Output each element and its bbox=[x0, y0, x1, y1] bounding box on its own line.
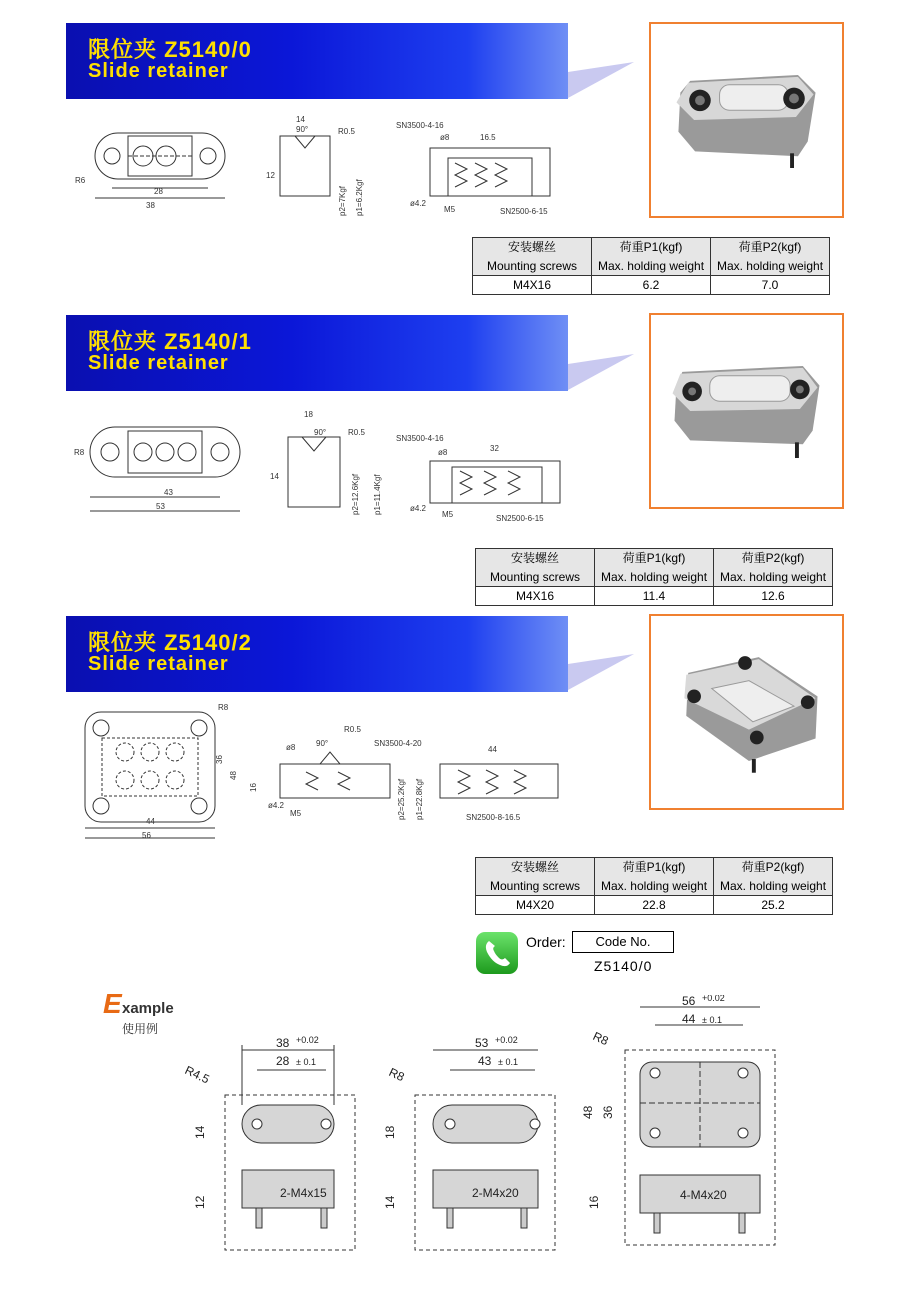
dim-label: R8 bbox=[386, 1065, 407, 1085]
header-cell: Max. holding weight bbox=[592, 257, 711, 276]
dim-label: 32 bbox=[490, 444, 499, 453]
product-photo bbox=[649, 614, 844, 810]
dim-label: M5 bbox=[442, 510, 454, 519]
dim-label: 2-M4x15 bbox=[280, 1186, 327, 1200]
dim-label: 18 bbox=[383, 1125, 397, 1139]
dim-label: ± 0.1 bbox=[702, 1015, 722, 1025]
dim-label: ø8 bbox=[440, 133, 450, 142]
dim-label: 90° bbox=[296, 125, 309, 134]
dim-label: p2=7Kgf bbox=[338, 185, 347, 216]
dim-label: R8 bbox=[590, 1029, 611, 1049]
dim-label: +0.02 bbox=[495, 1035, 518, 1045]
dim-label: ø8 bbox=[286, 743, 296, 752]
spec-table bbox=[475, 548, 833, 606]
technical-drawing bbox=[70, 405, 590, 535]
dim-label: 16.5 bbox=[480, 133, 496, 142]
header-cell: 安装螺丝 bbox=[473, 238, 592, 257]
dim-label: SN3500-4-16 bbox=[396, 121, 444, 130]
header-cell: Max. holding weight bbox=[595, 877, 714, 896]
dim-label: 14 bbox=[296, 115, 305, 124]
dim-label: 90° bbox=[316, 739, 329, 748]
dim-label: 28 bbox=[154, 187, 163, 196]
dim-label: 56 bbox=[682, 995, 696, 1008]
dim-label: 36 bbox=[601, 1105, 615, 1119]
dim-label: 90° bbox=[314, 428, 327, 437]
dim-label: 56 bbox=[142, 831, 151, 840]
dim-label: SN2500-8-16.5 bbox=[466, 813, 521, 822]
value-cell: 22.8 bbox=[595, 896, 714, 915]
header-cell: Mounting screws bbox=[473, 257, 592, 276]
dim-label: M5 bbox=[444, 205, 456, 214]
dim-label: SN3500-4-16 bbox=[396, 434, 444, 443]
header-cell: Mounting screws bbox=[476, 877, 595, 896]
value-cell: M4X16 bbox=[473, 276, 592, 295]
value-cell: 11.4 bbox=[595, 587, 714, 606]
dim-label: SN2500-6-15 bbox=[500, 207, 548, 216]
header-cell: 安装螺丝 bbox=[476, 858, 595, 877]
dim-label: +0.02 bbox=[702, 995, 725, 1003]
section-title-en: Slide retainer bbox=[88, 653, 229, 675]
dim-label: 4-M4x20 bbox=[680, 1188, 727, 1202]
phone-icon bbox=[476, 932, 518, 974]
dim-label: ø4.2 bbox=[410, 199, 427, 208]
header-cell: Max. holding weight bbox=[714, 568, 833, 587]
dim-label: R8 bbox=[218, 703, 229, 712]
example-drawing bbox=[180, 995, 800, 1255]
header-cell: Mounting screws bbox=[476, 568, 595, 587]
dim-label: 2-M4x20 bbox=[472, 1186, 519, 1200]
section-title-en: Slide retainer bbox=[88, 60, 229, 82]
dim-label: 53 bbox=[475, 1036, 489, 1050]
dim-label: 36 bbox=[215, 755, 224, 764]
dim-label: ø8 bbox=[438, 448, 448, 457]
dim-label: 48 bbox=[229, 771, 238, 780]
dim-label: R0.5 bbox=[344, 725, 361, 734]
header-cell: 荷重P2(kgf) bbox=[714, 858, 833, 877]
dim-label: 38 bbox=[276, 1036, 290, 1050]
dim-label: 43 bbox=[478, 1054, 492, 1068]
value-cell: M4X16 bbox=[476, 587, 595, 606]
dim-label: ± 0.1 bbox=[498, 1057, 518, 1067]
section-banner bbox=[66, 23, 568, 99]
dim-label: p2=25.2Kgf bbox=[397, 778, 406, 820]
dim-label: R8 bbox=[74, 448, 85, 457]
value-cell: M4X20 bbox=[476, 896, 595, 915]
dim-label: 14 bbox=[193, 1125, 207, 1139]
banner-wedge bbox=[568, 652, 638, 692]
section-title-cn: 限位夹 Z5140/0 bbox=[88, 37, 252, 62]
dim-label: 14 bbox=[383, 1195, 397, 1209]
dim-label: +0.02 bbox=[296, 1035, 319, 1045]
value-cell: 7.0 bbox=[711, 276, 830, 295]
product-photo bbox=[649, 22, 844, 218]
header-cell: Max. holding weight bbox=[714, 877, 833, 896]
dim-label: 53 bbox=[156, 502, 165, 511]
section-title-en: Slide retainer bbox=[88, 352, 229, 374]
dim-label: p1=22.8Kgf bbox=[415, 778, 424, 820]
product-photo bbox=[649, 313, 844, 509]
dim-label: 14 bbox=[270, 472, 279, 481]
dim-label: p2=12.6Kgf bbox=[351, 473, 360, 515]
dim-label: ø4.2 bbox=[410, 504, 427, 513]
dim-label: 38 bbox=[146, 201, 155, 210]
header-cell: 荷重P2(kgf) bbox=[711, 238, 830, 257]
dim-label: R4.5 bbox=[182, 1063, 212, 1087]
dim-label: 48 bbox=[581, 1105, 595, 1119]
section-banner bbox=[66, 616, 568, 692]
header-cell: Max. holding weight bbox=[711, 257, 830, 276]
header-cell: 荷重P1(kgf) bbox=[595, 858, 714, 877]
dim-label: SN2500-6-15 bbox=[496, 514, 544, 523]
section-banner bbox=[66, 315, 568, 391]
dim-label: 16 bbox=[249, 783, 258, 792]
header-cell: 安装螺丝 bbox=[476, 549, 595, 568]
code-value: Z5140/0 bbox=[594, 958, 653, 974]
order-block bbox=[476, 930, 776, 980]
order-label: Order: bbox=[526, 934, 566, 950]
dim-label: p1=11.4Kgf bbox=[373, 474, 382, 515]
value-cell: 6.2 bbox=[592, 276, 711, 295]
spec-table bbox=[475, 857, 833, 915]
dim-label: 28 bbox=[276, 1054, 290, 1068]
section-title-cn: 限位夹 Z5140/1 bbox=[88, 329, 252, 354]
header-cell: 荷重P1(kgf) bbox=[595, 549, 714, 568]
dim-label: M5 bbox=[290, 809, 302, 818]
dim-label: SN3500-4-20 bbox=[374, 739, 422, 748]
dim-label: 16 bbox=[587, 1195, 601, 1209]
dim-label: R0.5 bbox=[348, 428, 365, 437]
example-subtitle: 使用例 bbox=[122, 1022, 159, 1036]
example-title: xample bbox=[122, 1000, 174, 1017]
spec-table bbox=[472, 237, 830, 295]
banner-wedge bbox=[568, 60, 638, 100]
dim-label: ± 0.1 bbox=[296, 1057, 316, 1067]
section-title-cn: 限位夹 Z5140/2 bbox=[88, 630, 252, 655]
dim-label: p1=6.2Kgf bbox=[355, 179, 364, 216]
code-no-label: Code No. bbox=[572, 931, 674, 953]
value-cell: 25.2 bbox=[714, 896, 833, 915]
dim-label: 44 bbox=[682, 1012, 696, 1026]
value-cell: 12.6 bbox=[714, 587, 833, 606]
dim-label: R6 bbox=[75, 176, 86, 185]
dim-label: 18 bbox=[304, 410, 313, 419]
dim-label: 12 bbox=[266, 171, 275, 180]
header-cell: Max. holding weight bbox=[595, 568, 714, 587]
banner-wedge bbox=[568, 352, 638, 392]
example-initial: E bbox=[103, 988, 122, 1019]
technical-drawing bbox=[70, 700, 590, 850]
dim-label: R0.5 bbox=[338, 127, 355, 136]
dim-label: 43 bbox=[164, 488, 173, 497]
header-cell: 荷重P2(kgf) bbox=[714, 549, 833, 568]
dim-label: 44 bbox=[146, 817, 155, 826]
header-cell: 荷重P1(kgf) bbox=[592, 238, 711, 257]
technical-drawing bbox=[70, 108, 590, 238]
dim-label: 12 bbox=[193, 1195, 207, 1209]
dim-label: 44 bbox=[488, 745, 497, 754]
dim-label: ø4.2 bbox=[268, 801, 285, 810]
